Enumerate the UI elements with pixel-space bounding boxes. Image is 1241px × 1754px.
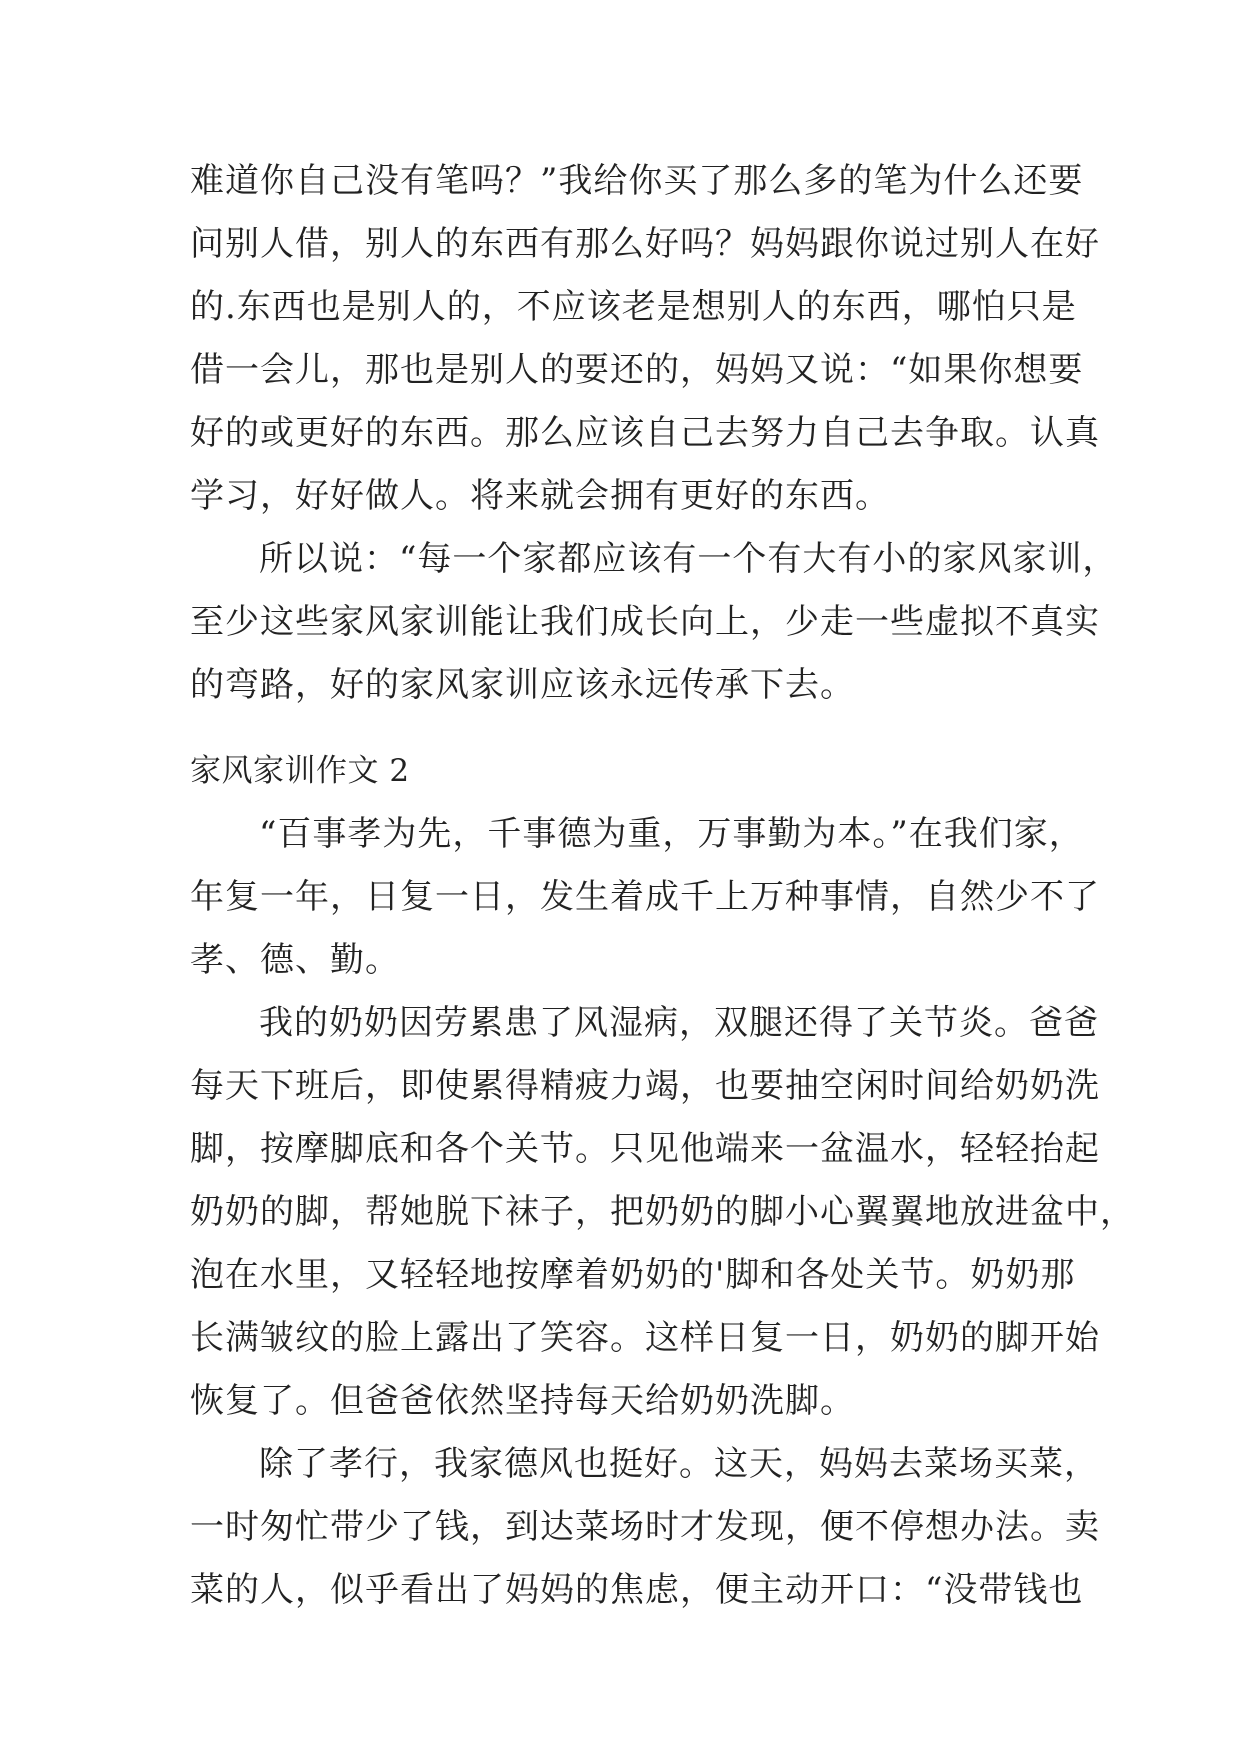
text-line: 的.东西也是别人的，不应该老是想别人的东西，哪怕只是 — [190, 287, 1077, 327]
text-line: 学习，好好做人。将来就会拥有更好的东西。 — [190, 476, 890, 516]
text-line: 菜的人，似乎看出了妈妈的焦虑，便主动开口：“没带钱也 — [190, 1570, 1084, 1610]
text-line: 问别人借，别人的东西有那么好吗？妈妈跟你说过别人在好 — [190, 224, 1100, 264]
essay-heading — [190, 740, 1070, 803]
paragraph-4 — [190, 992, 1135, 1433]
heading-text: 家风家训作文 2 — [190, 753, 410, 789]
text-line: 所以说：“每一个家都应该有一个有大有小的家风家训， — [259, 539, 1118, 579]
text-line: 的弯路，好的家风家训应该永远传承下去。 — [190, 665, 855, 705]
text-line: 好的或更好的东西。那么应该自己去努力自己去争取。认真 — [190, 413, 1100, 453]
text-line: 年复一年，日复一日，发生着成千上万种事情，自然少不了 — [190, 877, 1100, 917]
text-line: 每天下班后，即使累得精疲力竭，也要抽空闲时间给奶奶洗 — [190, 1066, 1100, 1106]
text-line: 借一会儿，那也是别人的要还的，妈妈又说：“如果你想要 — [190, 350, 1084, 390]
text-line: 至少这些家风家训能让我们成长向上，少走一些虚拟不真实 — [190, 602, 1100, 642]
paragraph-3 — [190, 803, 1100, 992]
text-line: 难道你自己没有笔吗？”我给你买了那么多的笔为什么还要 — [190, 161, 1084, 201]
text-line: 一时匆忙带少了钱，到达菜场时才发现，便不停想办法。卖 — [190, 1507, 1100, 1547]
text-line: 除了孝行，我家德风也挺好。这天，妈妈去菜场买菜， — [259, 1444, 1099, 1484]
text-line: 孝、德、勤。 — [190, 940, 400, 980]
text-line: 泡在水里，又轻轻地按摩着奶奶的'脚和各处关节。奶奶那 — [190, 1255, 1076, 1295]
text-line: 脚，按摩脚底和各个关节。只见他端来一盆温水，轻轻抬起 — [190, 1129, 1100, 1169]
paragraph-1 — [190, 150, 1100, 528]
text-line: 长满皱纹的脸上露出了笑容。这样日复一日，奶奶的脚开始 — [190, 1318, 1100, 1358]
text-line: 恢复了。但爸爸依然坚持每天给奶奶洗脚。 — [190, 1381, 855, 1421]
paragraph-5 — [190, 1433, 1100, 1622]
text-line: 奶奶的脚，帮她脱下袜子，把奶奶的脚小心翼翼地放进盆中， — [190, 1192, 1135, 1232]
text-line: “百事孝为先，千事德为重，万事勤为本。”在我们家， — [259, 814, 1084, 854]
text-line: 我的奶奶因劳累患了风湿病，双腿还得了关节炎。爸爸 — [259, 1003, 1099, 1043]
paragraph-2 — [190, 528, 1118, 717]
